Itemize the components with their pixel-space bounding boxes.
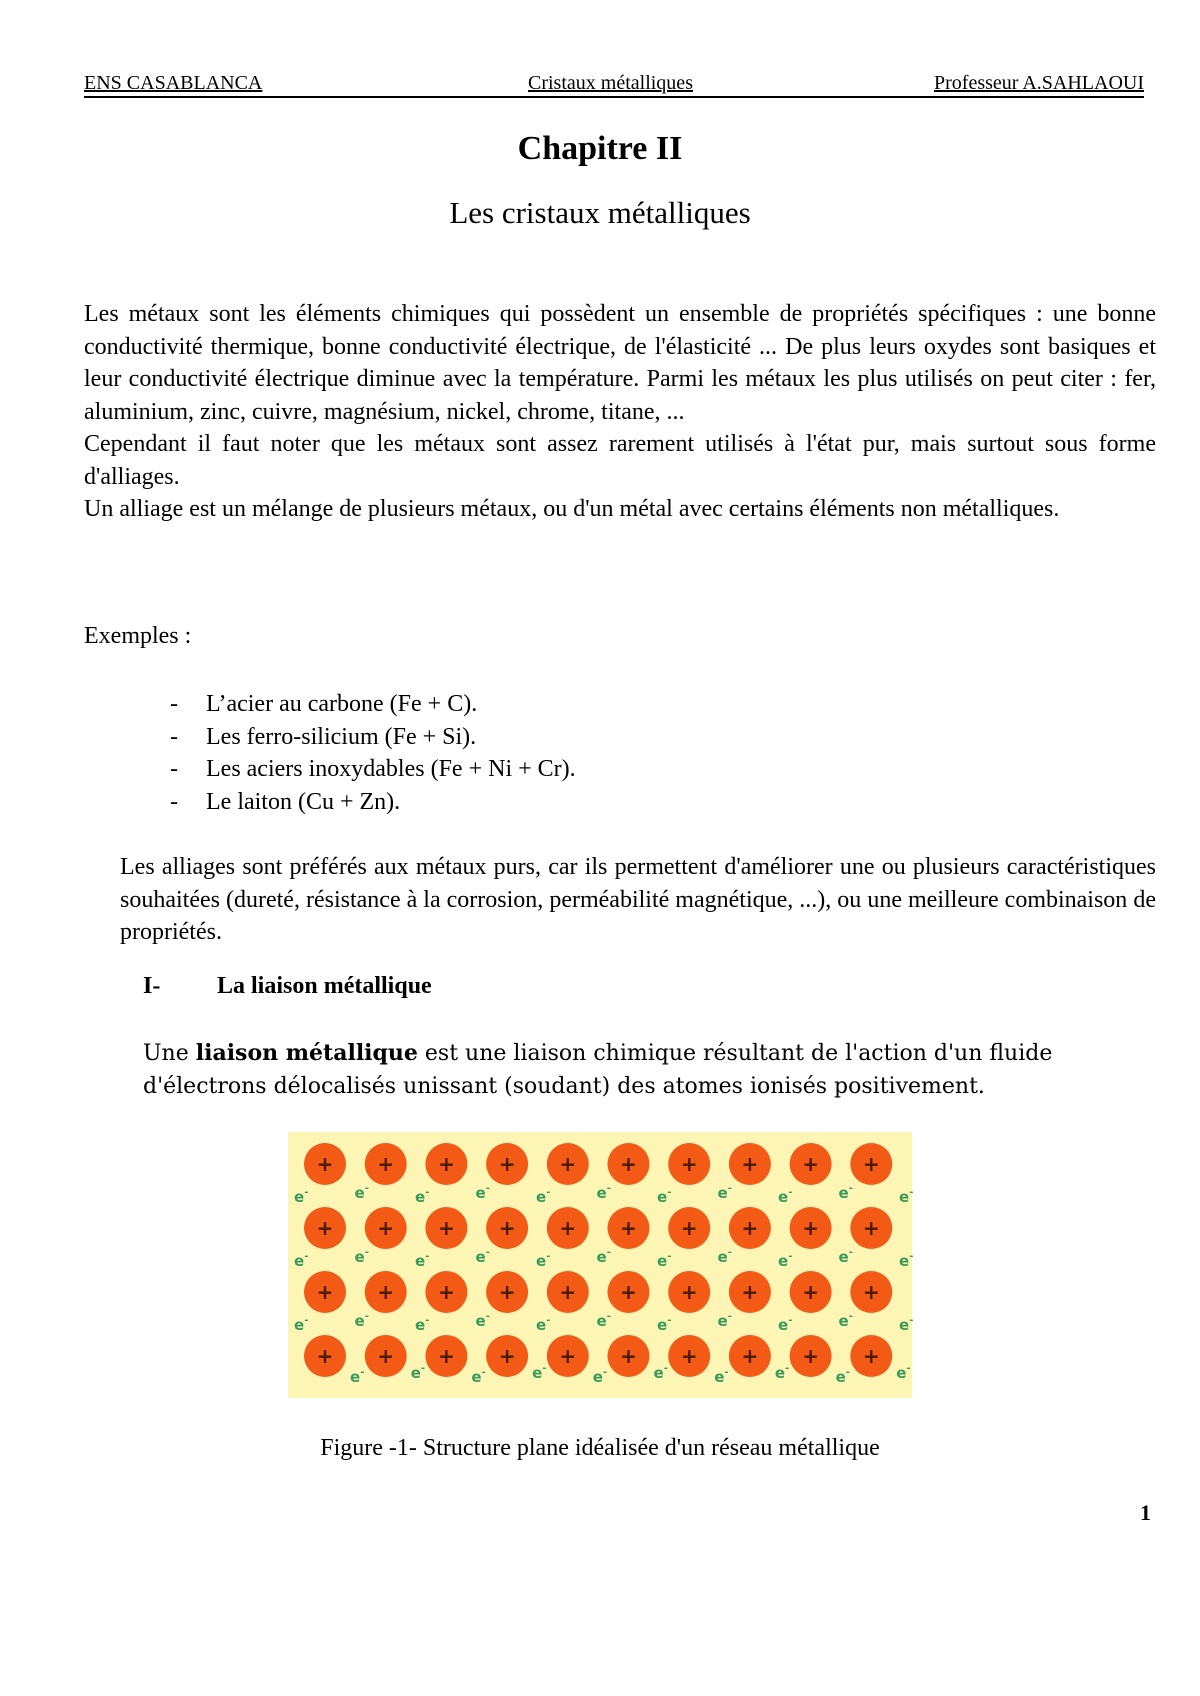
metal-ion — [486, 1207, 528, 1249]
svg-text:+: + — [741, 1216, 759, 1240]
svg-text:+: + — [559, 1216, 577, 1240]
metal-ion — [304, 1271, 346, 1313]
svg-text:+: + — [377, 1280, 395, 1304]
svg-text:+: + — [377, 1152, 395, 1176]
metal-ion — [729, 1335, 771, 1377]
paragraph-liaison — [143, 1037, 1163, 1103]
svg-text:+: + — [680, 1216, 698, 1240]
electron: e- — [354, 1183, 369, 1202]
svg-text:+: + — [680, 1280, 698, 1304]
electron: e- — [899, 1187, 914, 1206]
metal-ion — [850, 1143, 892, 1185]
metal-ion — [608, 1335, 650, 1377]
metal-ion — [850, 1335, 892, 1377]
section-number: I- — [143, 973, 161, 999]
electron: e- — [410, 1363, 426, 1382]
chapter-subtitle: Les cristaux métalliques — [449, 195, 751, 230]
electron: e- — [896, 1363, 911, 1382]
electron: e- — [778, 1315, 793, 1334]
svg-text:+: + — [620, 1280, 637, 1304]
svg-text:+: + — [680, 1344, 698, 1368]
svg-text:+: + — [438, 1280, 455, 1304]
electron: e- — [717, 1311, 732, 1330]
svg-text:+: + — [862, 1344, 880, 1368]
electron: e- — [778, 1251, 793, 1270]
svg-text:+: + — [498, 1344, 516, 1368]
metal-lattice-figure — [288, 1132, 912, 1398]
electron: e- — [415, 1315, 430, 1334]
electron: e- — [838, 1247, 853, 1266]
list-item: - Les aciers inoxydables (Fe + Ni + Cr). — [170, 753, 576, 786]
electron: e- — [778, 1187, 793, 1206]
metal-ion — [729, 1143, 771, 1185]
svg-text:+: + — [438, 1216, 455, 1240]
svg-text:+: + — [498, 1216, 516, 1240]
svg-text:+: + — [620, 1216, 637, 1240]
metal-ion — [790, 1207, 832, 1249]
electron: e- — [835, 1367, 850, 1386]
electron: e- — [596, 1247, 611, 1266]
paragraph-alliages-preferes: Les alliages sont préférés aux métaux purs, car ils permettent d'améliorer une ou plusieurs caractéristiques souhaitées (dureté, résistance à la corrosion, perméabilité magnétique, ...), ou une meilleure combinaison de propriétés. — [120, 854, 1156, 945]
paragraph-alliage-definition: Un alliage est un mélange de plusieurs métaux, ou d'un métal avec certains éléments non métalliques. — [84, 496, 1060, 522]
electron: e- — [350, 1367, 365, 1386]
intro-block — [84, 298, 1156, 526]
metal-ion — [365, 1335, 407, 1377]
metal-ion — [425, 1271, 467, 1313]
electron: e- — [596, 1183, 611, 1202]
electron: e- — [294, 1315, 309, 1334]
svg-text:+: + — [438, 1344, 455, 1368]
page-header — [84, 70, 1144, 98]
electron: e- — [774, 1363, 790, 1382]
svg-text:+: + — [802, 1280, 819, 1304]
metal-ion — [425, 1143, 467, 1185]
metal-ion — [850, 1271, 892, 1313]
metal-ion — [668, 1335, 710, 1377]
metal-ion — [668, 1271, 710, 1313]
metal-ion — [425, 1335, 467, 1377]
electron: e- — [294, 1251, 309, 1270]
metal-ion — [486, 1335, 528, 1377]
svg-text:+: + — [438, 1152, 455, 1176]
svg-text:+: + — [559, 1280, 577, 1304]
metal-ion — [304, 1143, 346, 1185]
svg-text:+: + — [316, 1152, 334, 1176]
svg-text:+: + — [498, 1152, 516, 1176]
metal-ion — [547, 1143, 589, 1185]
metal-ion — [365, 1271, 407, 1313]
list-item: - Les ferro-silicium (Fe + Si). — [170, 721, 576, 754]
electron: e- — [657, 1315, 672, 1334]
electron: e- — [536, 1187, 551, 1206]
svg-text:+: + — [802, 1152, 819, 1176]
metal-ion — [425, 1207, 467, 1249]
examples-label: Exemples : — [84, 623, 192, 649]
metal-lattice-diagram — [288, 1132, 912, 1398]
svg-text:+: + — [498, 1280, 516, 1304]
liaison-suffix: est une liaison chimique résultant de l'action d'un fluide d'électrons délocalisés unissant (soudant) des atomes ionisés positivement. — [143, 1041, 1053, 1099]
metal-ion — [365, 1207, 407, 1249]
svg-text:+: + — [316, 1280, 334, 1304]
metal-ion — [304, 1335, 346, 1377]
electron: e- — [596, 1311, 611, 1330]
header-right: Professeur A.SAHLAOUI — [934, 72, 1144, 94]
figure-caption: Figure -1- Structure plane idéalisée d'un réseau métallique — [320, 1435, 880, 1461]
svg-text:+: + — [377, 1344, 395, 1368]
metal-ion — [486, 1143, 528, 1185]
metal-ion — [547, 1335, 589, 1377]
electron: e- — [838, 1311, 853, 1330]
chapter-title: Chapitre II — [517, 130, 683, 167]
svg-text:+: + — [316, 1216, 334, 1240]
examples-list — [170, 688, 576, 818]
svg-text:+: + — [559, 1344, 577, 1368]
svg-text:+: + — [316, 1344, 334, 1368]
electron: e- — [592, 1367, 608, 1386]
liaison-bold-term: liaison métallique — [195, 1040, 418, 1066]
metal-ion — [790, 1271, 832, 1313]
electron: e- — [536, 1315, 551, 1334]
svg-text:+: + — [862, 1216, 880, 1240]
svg-text:+: + — [741, 1152, 759, 1176]
electron: e- — [838, 1183, 853, 1202]
metal-ion — [304, 1207, 346, 1249]
svg-text:+: + — [620, 1344, 637, 1368]
section-title: La liaison métallique — [217, 973, 432, 999]
metal-ion — [547, 1271, 589, 1313]
metal-ion — [547, 1207, 589, 1249]
electron: e- — [415, 1251, 430, 1270]
svg-text:+: + — [741, 1280, 759, 1304]
page-number: 1 — [1140, 1500, 1151, 1525]
metal-ion — [365, 1143, 407, 1185]
electron: e- — [536, 1251, 551, 1270]
electron: e- — [714, 1367, 729, 1386]
electron: e- — [475, 1247, 490, 1266]
paragraph-intro: Les métaux sont les éléments chimiques qui possèdent un ensemble de propriétés spécifiques : une bonne conductivité thermique, bonne conductivité électrique, de l'élasticité ... De plus leurs oxydes sont basiques et leur conductivité électrique diminue avec la température. Parmi les métaux les plus utilisés on peut citer : fer, aluminium, zinc, cuivre, magnésium, nickel, chrome, titane, ... — [84, 301, 1156, 425]
electron: e- — [354, 1247, 369, 1266]
svg-text:+: + — [741, 1344, 759, 1368]
svg-text:+: + — [862, 1280, 880, 1304]
metal-ion — [729, 1271, 771, 1313]
metal-ion — [668, 1207, 710, 1249]
svg-text:+: + — [680, 1152, 698, 1176]
electron: e- — [899, 1251, 914, 1270]
paragraph-cependant: Cependant il faut noter que les métaux sont assez rarement utilisés à l'état pur, mais surtout sous forme d'alliages. — [84, 431, 1156, 490]
metal-ion — [790, 1143, 832, 1185]
electron: e- — [717, 1247, 732, 1266]
electron: e- — [717, 1183, 732, 1202]
section-heading — [143, 973, 432, 1000]
svg-text:+: + — [862, 1152, 880, 1176]
metal-ion — [668, 1143, 710, 1185]
electron: e- — [415, 1187, 430, 1206]
svg-text:+: + — [377, 1216, 395, 1240]
header-center: Cristaux métalliques — [528, 72, 693, 94]
metal-ion — [608, 1271, 650, 1313]
electron: e- — [899, 1315, 914, 1334]
svg-text:+: + — [802, 1344, 819, 1368]
electron: e- — [532, 1363, 547, 1382]
electron: e- — [354, 1311, 369, 1330]
electron: e- — [657, 1251, 672, 1270]
electron: e- — [653, 1363, 668, 1382]
metal-ion — [729, 1207, 771, 1249]
metal-ion — [486, 1271, 528, 1313]
electron: e- — [475, 1183, 490, 1202]
electron: e- — [657, 1187, 672, 1206]
metal-ion — [608, 1143, 650, 1185]
metal-ion — [850, 1207, 892, 1249]
electron: e- — [294, 1187, 309, 1206]
header-left: ENS CASABLANCA — [84, 72, 263, 94]
electron: e- — [475, 1311, 490, 1330]
liaison-prefix: Une — [143, 1041, 196, 1066]
svg-text:+: + — [620, 1152, 637, 1176]
svg-text:+: + — [802, 1216, 819, 1240]
metal-ion — [790, 1335, 832, 1377]
metal-ion — [608, 1207, 650, 1249]
electron: e- — [471, 1367, 486, 1386]
svg-text:+: + — [559, 1152, 577, 1176]
list-item: - L’acier au carbone (Fe + C). — [170, 688, 576, 721]
list-item: - Le laiton (Cu + Zn). — [170, 786, 576, 819]
